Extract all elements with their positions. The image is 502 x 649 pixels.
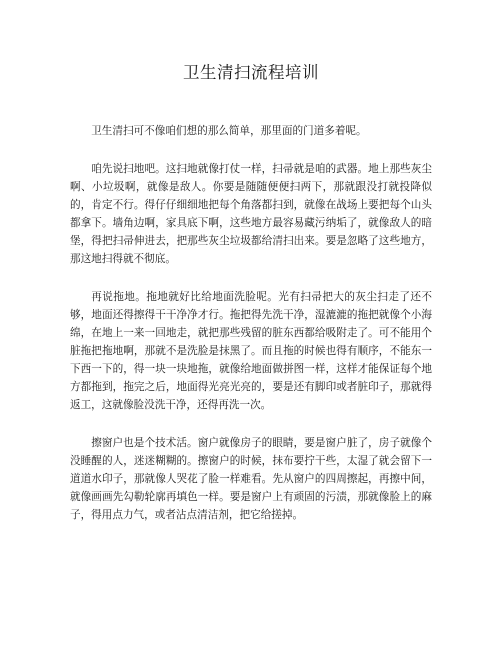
paragraph-intro: 卫生清扫可不像咱们想的那么简单，那里面的门道多着呢。 xyxy=(91,125,367,137)
paragraph-window-cleaning: 擦窗户也是个技术活。窗户就像房子的眼睛，要是窗户脏了，房子就像个没睡醒的人，迷迷糊糊的。擦窗户的时候，抹布要拧干些，太湿了就会留下一道道水印子，那就像人哭花了脸一样难看。先从窗户的四周擦起，再擦中间，就像画画先勾勒轮廓再填色一样。要是窗户上有顽固的污渍，那就像脸上的麻子，得用点力气，或者沾点清洁剂，把它给搓掉。 xyxy=(70,437,432,521)
paragraph-sweeping: 咱先说扫地吧。这扫地就像打仗一样，扫帚就是咱的武器。地上那些灰尘啊、小垃圾啊，就像是敌人。你要是随随便便扫两下，那就跟没打就投降似的，肯定不行。得仔仔细细地把每个角落都扫到，就像在战场上要把每个山头都拿下。墙角边啊，家具底下啊，这些地方最容易藏污纳垢了，就像敌人的暗堡，得把扫帚伸进去，把那些灰尘垃圾都给清扫出来。要是忽略了这些地方，那这地扫得就不彻底。 xyxy=(70,163,432,265)
paragraph-mopping: 再说拖地。拖地就好比给地面洗脸呢。光有扫帚把大的灰尘扫走了还不够，地面还得擦得干干净净才行。拖把得先洗干净，湿漉漉的拖把就像个小海绵，在地上一来一回地走，就把那些残留的脏东西都给吸附走了。可不能用个脏拖把拖地啊，那就不是洗脸是抹黑了。而且拖的时候也得有顺序，不能东一下西一下的，得一块一块地拖，就像给地面做拼图一样，这样才能保证每个地方都拖到，拖完之后，地面得光亮光亮的，要是还有脚印或者脏印子，那就得返工，这就像脸没洗干净，还得再洗一次。 xyxy=(70,291,432,411)
document-title: 卫生清扫流程培训 xyxy=(183,63,319,82)
